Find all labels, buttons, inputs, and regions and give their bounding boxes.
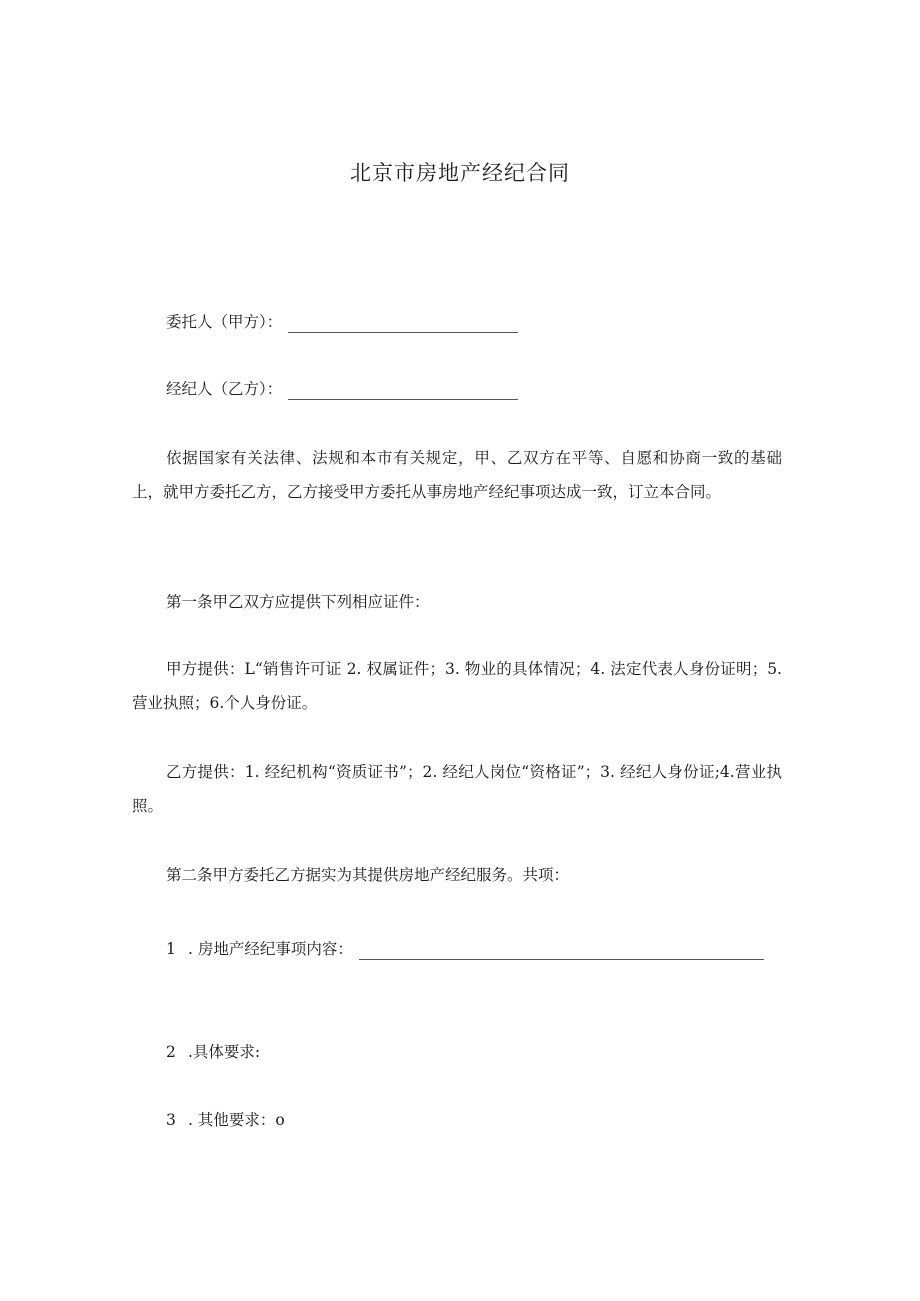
article2-heading — [132, 858, 782, 892]
party-b-documents: 乙方提供：1. 经纪机构“资质证书”；2. 经纪人岗位“资格证”；3. 经纪人身份证;4.营业执照。 — [132, 763, 782, 815]
item-1-number: 1 — [166, 940, 176, 958]
item-1-blank-line — [359, 941, 764, 960]
item-3 — [132, 1103, 782, 1137]
item-1 — [132, 932, 782, 966]
client-label: 委托人（甲方）： — [166, 313, 283, 331]
preamble-paragraph: 依据国家有关法律、法规和本市有关规定，甲、乙双方在平等、自愿和协商一致的基础上，就甲方委托乙方，乙方接受甲方委托从事房地产经纪事项达成一致，订立本合同。 — [132, 449, 782, 501]
item-3-text: . 其他要求：o — [188, 1111, 285, 1129]
party-a-documents: 甲方提供：L“销售许可证 2. 权属证件；3. 物业的具体情况；4. 法定代表人身份证明；5. 营业执照；6.个人身份证。 — [132, 660, 782, 712]
client-line — [132, 305, 782, 339]
agent-blank-line — [288, 381, 518, 400]
document-title: 北京市房地产经纪合同 — [350, 161, 570, 185]
item-2 — [132, 1035, 782, 1069]
item-2-text: .具体要求: — [188, 1043, 261, 1061]
article1-heading — [132, 585, 782, 619]
item-1-text: . 房地产经纪事项内容： — [188, 940, 353, 958]
client-blank-line — [288, 314, 518, 333]
article1-heading-text: 第一条甲乙双方应提供下列相应证件： — [166, 593, 430, 611]
agent-label: 经纪人（乙方）： — [166, 380, 283, 398]
agent-line — [132, 372, 782, 406]
article2-heading-text: 第二条甲方委托乙方据实为其提供房地产经纪服务。共项： — [166, 866, 570, 884]
item-3-number: 3 — [166, 1111, 176, 1129]
item-2-number: 2 — [166, 1043, 176, 1061]
